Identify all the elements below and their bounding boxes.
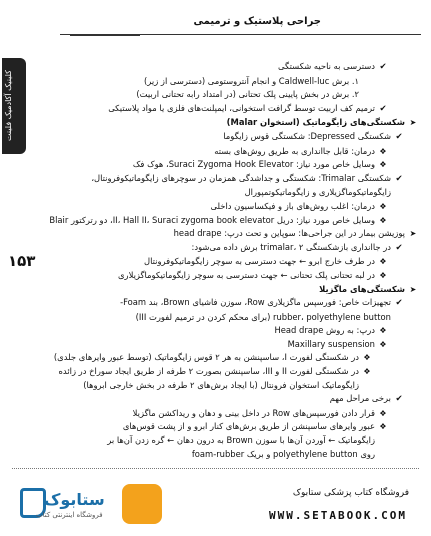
check-icon: ✔: [379, 103, 387, 114]
check-icon: ✔: [395, 298, 403, 309]
line-text: روی polyethylene button و بریک foam-rubber: [191, 448, 375, 459]
text-line: [34, 365, 419, 379]
line-text: عبور وایرهای ساسپنشن از طریق برش‌های کنار ابرو و از پشت قوس‌های: [122, 421, 375, 432]
text-line: [34, 60, 419, 75]
text-line: [34, 379, 419, 393]
line-text: وسایل خاص مورد نیاز: دریل II، Hall II، Suraci zygoma book elevator، دو رترکتور Blair: [49, 214, 375, 225]
line-text: تجهیزات خاص: فورسپس ماگزیلاری Row، سوزن فاشیای Brown، بند Foam-: [120, 297, 391, 308]
store-name: فروشگاه کتاب پزشکی ستابوک: [292, 488, 409, 498]
logo-name: ستابوک: [44, 490, 105, 509]
text-line: [34, 311, 419, 325]
text-line: [34, 338, 419, 352]
text-line: [34, 434, 419, 448]
arrow-icon: ➤: [409, 284, 417, 294]
text-line: [34, 186, 419, 200]
side-tab-label: کلینیک آکادمیک فلینت: [4, 70, 13, 142]
bullet-icon: ❖: [363, 367, 371, 377]
line-text: قرار دادن فورسپس‌های Row در داخل بینی و دهان و ریداکشن ماگزیلا: [132, 407, 375, 418]
line-text: در جاانداری بازشکستگی trimalar، ۲ برش داده می‌شود:: [191, 241, 391, 252]
arrow-icon: ➤: [409, 118, 417, 128]
line-text: در طرف خارج ابرو ← جهت دسترسی به سوچر زایگوماتیکوفرونتال: [143, 256, 375, 267]
logo-box-icon: [122, 484, 162, 524]
bullet-icon: ❖: [379, 408, 387, 418]
bullet-icon: ❖: [379, 257, 387, 267]
check-icon: ✔: [395, 394, 403, 405]
line-text: برخی مراحل مهم: [329, 393, 391, 404]
check-icon: ✔: [395, 242, 403, 253]
line-text: در لبه تحتانی پلک تحتانی ← جهت دسترسی به سوچر زایگوماتیکوماگزیلاری: [117, 269, 375, 280]
bullet-icon: ❖: [379, 215, 387, 225]
text-line: [34, 448, 419, 462]
line-text: درمان: قابل جاانداری به طریق روش‌های بسته: [214, 145, 375, 156]
line-text: ترمیم کف اربیت توسط گرافت استخوانی، ایمپلنت‌های فلزی یا مواد پلاستیکی: [108, 102, 375, 113]
text-line: [34, 407, 419, 421]
line-text: درپ: به روش Head drape: [274, 325, 375, 336]
text-line: [34, 255, 419, 269]
line-text: درمان: اغلب روش‌های باز و فیکساسیون داخلی: [210, 200, 375, 211]
line-text: پوزیشن بیمار در این جراحی‌ها: سوپاین و تحت درپ: head drape: [173, 228, 405, 239]
page-body: [34, 60, 419, 470]
bullet-icon: ❖: [379, 160, 387, 170]
line-text: زایگوماتیک استخوان فرونتال (با ایجاد برش‌های ۲ طرفه در بخش خارجی ابروها): [83, 379, 359, 390]
line-text: Maxillary suspension: [287, 338, 375, 349]
check-icon: ✔: [379, 62, 387, 72]
text-line: [34, 158, 419, 172]
line-text: ۲. برش در بخش پایینی پلک تحتانی (در امتداد رابه تحتانی اربیت): [136, 89, 359, 100]
bullet-icon: ❖: [379, 422, 387, 432]
bullet-icon: ❖: [379, 326, 387, 336]
check-icon: ✔: [395, 173, 403, 184]
side-tab: [2, 58, 26, 154]
text-line: [34, 351, 419, 365]
bullet-icon: ❖: [379, 270, 387, 280]
text-line: [34, 130, 419, 145]
footer-divider: [12, 468, 419, 469]
bullet-icon: ❖: [379, 339, 387, 349]
bullet-icon: ❖: [379, 146, 387, 156]
line-text: شکستگی‌های زایگوماتیک (استخوان Malar): [226, 117, 405, 128]
bullet-icon: ❖: [379, 201, 387, 211]
line-text: شکستگی Depressed: شکستگی قوس زایگوما: [223, 130, 391, 141]
arrow-icon: ➤: [409, 229, 417, 239]
running-header: [60, 4, 421, 35]
page-number: ۱۵۳: [8, 252, 36, 270]
line-text: rubber، polyethylene button (برای محکم کردن در ترمیم لفورت III): [135, 311, 391, 322]
setabook-logo: [14, 482, 172, 528]
text-line: [34, 75, 419, 89]
logo-subtitle: فروشگاه اینترنتی کتاب: [36, 511, 103, 519]
text-line: [34, 116, 419, 130]
text-line: [34, 241, 419, 256]
line-text: زایگوماتیکوماگزیلاری و زایگوماتیکوتمپورال: [244, 187, 391, 198]
footer: [0, 462, 431, 536]
text-line: [34, 102, 419, 117]
text-line: [34, 269, 419, 283]
text-line: [34, 214, 419, 228]
text-line: [34, 392, 419, 407]
check-icon: ✔: [395, 131, 403, 142]
line-text: وسایل خاص مورد نیاز: Suraci Zygoma Hook Elevator، هوک فک: [132, 159, 375, 170]
text-line: [34, 324, 419, 338]
line-text: در شکستگی لفورت II و III، ساسپنشن بصورت ۲ طرفه از طریق ایجاد سوراخ در زائده: [58, 366, 359, 377]
text-line: [34, 283, 419, 297]
line-text: شکستگی‌های ماگزیلا: [319, 283, 405, 294]
line-text: شکستگی Trimalar: شکستگی و جداشدگی همزمان در سوچرهای زایگوماتیکوفرونتال،: [91, 172, 391, 183]
line-text: دسترسی به ناحیه شکستگی: [277, 61, 375, 71]
text-line: [34, 88, 419, 102]
website-link[interactable]: WWW.SETABOOK.COM: [269, 509, 407, 522]
line-text: زایگوماتیک ← آوردن آن‌ها با سوزن Brown به درون دهان ← گره زدن آن‌ها بر: [107, 435, 375, 446]
text-line: [34, 227, 419, 241]
bullet-icon: ❖: [363, 353, 371, 363]
text-line: [34, 172, 419, 187]
text-line: [34, 420, 419, 434]
chapter-title: جراحی پلاستیک و ترمیمی: [193, 16, 321, 27]
line-text: در شکستگی لفورت I، ساسپنشن به هر ۲ قوس زایگوماتیک (توسط عبور وایرهای جلدی): [53, 352, 359, 363]
header-ribbon: [70, 16, 140, 36]
line-text: ۱. برش Caldwell-luc و انجام آنتروستومی (دسترسی از زیر): [143, 75, 359, 86]
text-line: [34, 145, 419, 159]
text-line: [34, 296, 419, 311]
text-line: [34, 200, 419, 214]
